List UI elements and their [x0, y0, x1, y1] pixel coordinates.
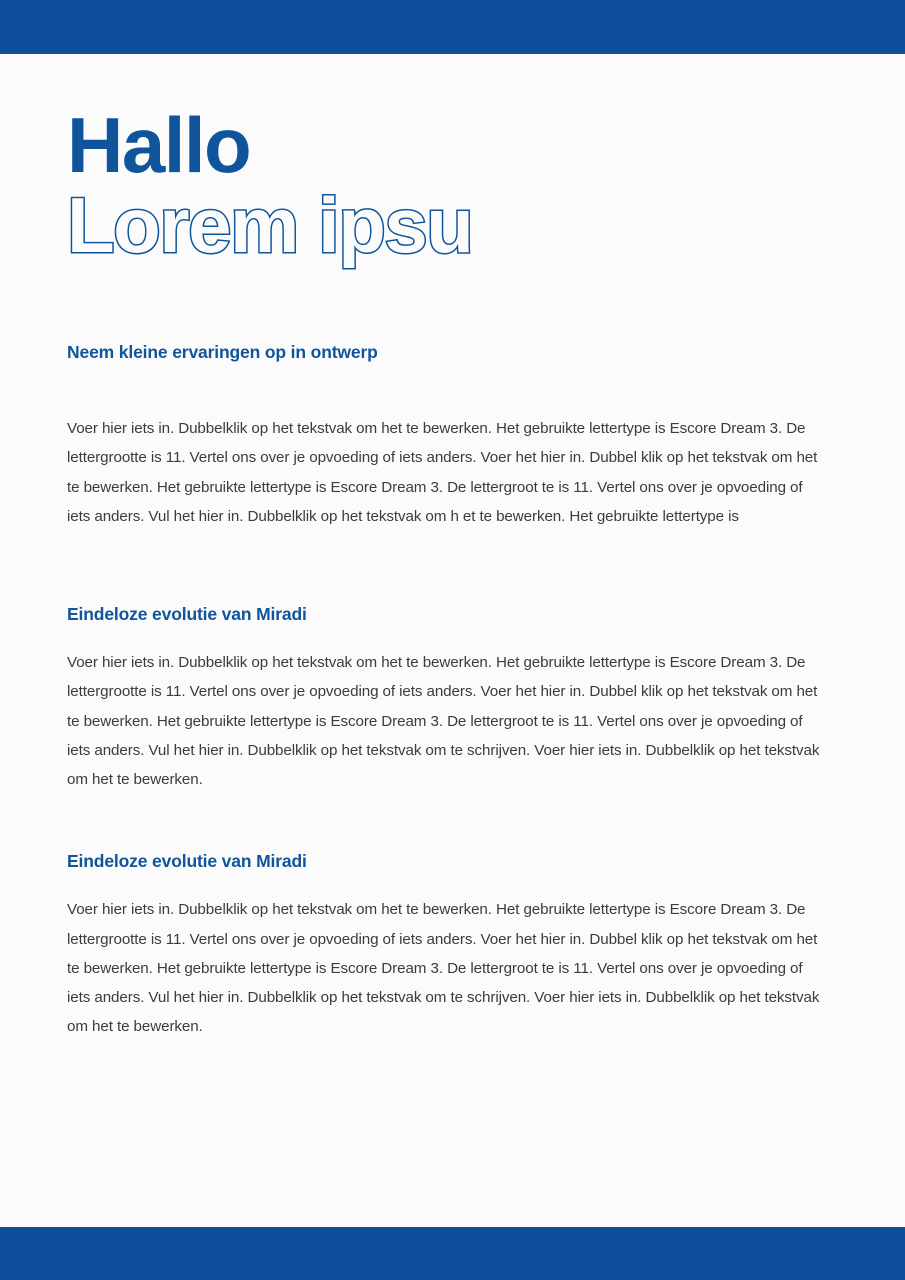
section-spacer-2: [67, 794, 827, 850]
section-1-body: Voer hier iets in. Dubbelklik op het tekstvak om het te bewerken. Het gebruikte lettertype is Escore Dream 3. De lettergrootte is 11. Vertel ons over je opvoeding of iets anders. Voer het hier in. Dubbel klik op het tekstvak om het te bewerken. Het gebruikte lettertype is Escore Dream 3. De lettergroot te is 11. Vertel ons over je opvoeding of iets anders. Vul het hier in. Dubbelklik op het tekstvak om h et te bewerken. Het gebruikte lettertype is: [67, 420, 818, 525]
section-2-heading: Eindeloze evolutie van Miradi: [67, 604, 307, 625]
document-content: [67, 0, 827, 1042]
section-2: [67, 603, 827, 794]
section-3-body: Voer hier iets in. Dubbelklik op het tekstvak om het te bewerken. Het gebruikte lettertype is Escore Dream 3. De lettergrootte is 11. Vertel ons over je opvoeding of iets anders. Voer het hier in. Dubbel klik op het tekstvak om het te bewerken. Het gebruikte lettertype is Escore Dream 3. De lettergroot te is 11. Vertel ons over je opvoeding of iets anders. Vul het hier in. Dubbelklik op het tekstvak om te schrijven. Voer hier iets in. Dubbelklik op het tekstvak om het te bewerken.: [67, 901, 820, 1036]
footer-accent-bar: [0, 1227, 905, 1280]
hero-title-block: [67, 0, 827, 269]
hero-title-line-1: Hallo: [67, 101, 251, 189]
section-1-heading: Neem kleine ervaringen op in ontwerp: [67, 342, 378, 363]
section-3-heading: Eindeloze evolutie van Miradi: [67, 851, 307, 872]
hero-title-line-2-outline: Lorem ipsu: [67, 180, 473, 269]
section-spacer-1: [67, 531, 827, 603]
section-1: [67, 263, 827, 531]
section-3: [67, 850, 827, 1041]
section-2-body: Voer hier iets in. Dubbelklik op het tekstvak om het te bewerken. Het gebruikte lettertype is Escore Dream 3. De lettergrootte is 11. Vertel ons over je opvoeding of iets anders. Voer het hier in. Dubbel klik op het tekstvak om het te bewerken. Het gebruikte lettertype is Escore Dream 3. De lettergroot te is 11. Vertel ons over je opvoeding of iets anders. Vul het hier in. Dubbelklik op het tekstvak om te schrijven. Voer hier iets in. Dubbelklik op het tekstvak om het te bewerken.: [67, 654, 820, 789]
